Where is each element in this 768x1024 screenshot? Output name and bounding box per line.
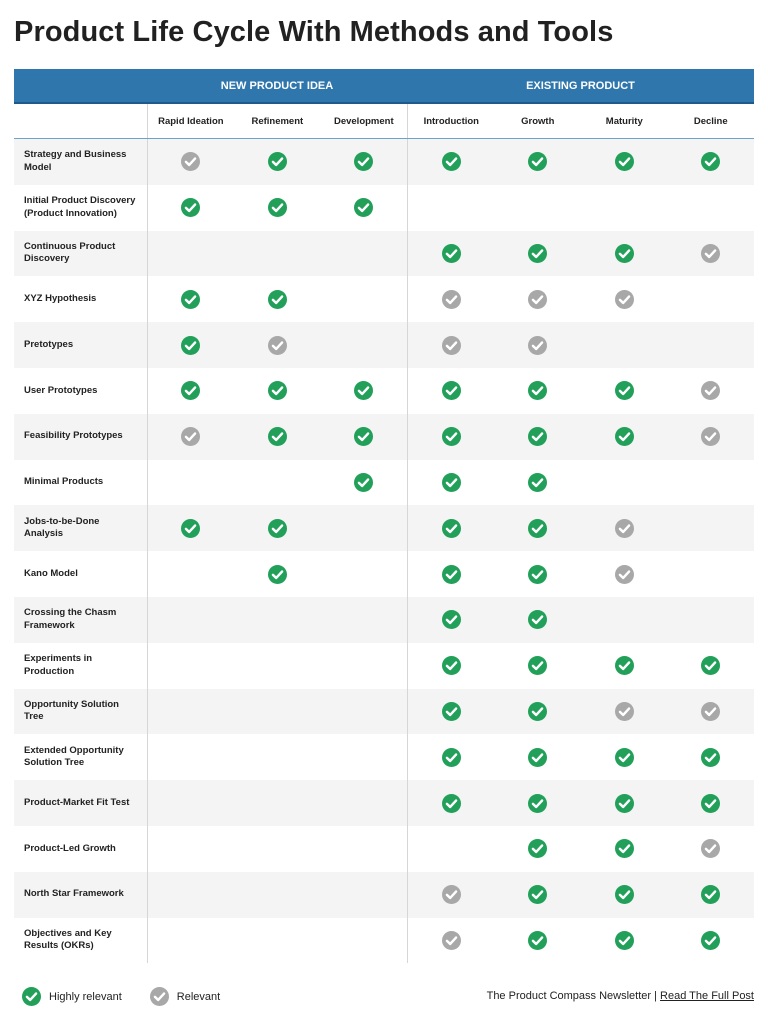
table-cell [581,597,667,643]
table-cell [321,597,407,643]
table-cell [668,231,754,277]
table-cell [495,139,581,185]
table-cell [407,643,494,689]
table-cell [407,368,494,414]
table-cell [407,780,494,826]
table-cell [407,460,494,506]
table-cell [234,276,320,322]
highly-relevant-check-icon [442,381,461,400]
table-cell [407,322,494,368]
table-cell [234,597,320,643]
table-row [14,551,754,597]
row-label: Objectives and Key Results (OKRs) [24,927,112,952]
check-circle-icon [150,987,169,1006]
highly-relevant-check-icon [615,885,634,904]
table-cell [581,780,667,826]
group-existing-product: EXISTING PRODUCT [526,79,635,92]
relevant-check-icon [615,565,634,584]
highly-relevant-check-icon [528,427,547,446]
legend [22,987,248,1006]
row-label: Feasibility Prototypes [24,430,123,442]
table-cell [147,368,234,414]
table-cell [147,460,234,506]
row-label: Continuous Product Discovery [24,240,116,265]
table-cell [495,460,581,506]
table-cell [321,185,407,231]
table-cell [321,414,407,460]
relevant-check-icon [181,427,200,446]
table-cell [581,872,667,918]
row-label: Product-Market Fit Test [24,796,130,808]
highly-relevant-check-icon [528,839,547,858]
highly-relevant-check-icon [354,381,373,400]
table-body [14,139,754,963]
table-cell [321,460,407,506]
relevant-check-icon [528,290,547,309]
stage-maturity: Maturity [605,115,643,127]
row-label: North Star Framework [24,888,124,900]
lifecycle-table [14,69,754,963]
relevant-check-icon [442,885,461,904]
table-cell [668,734,754,780]
table-cell [581,185,667,231]
check-circle-icon [22,987,41,1006]
table-cell [668,780,754,826]
table-row [14,276,754,322]
table-row [14,368,754,414]
table-row [14,322,754,368]
table-row [14,826,754,872]
relevant-check-icon [528,336,547,355]
row-label: Pretotypes [24,338,74,350]
table-cell [147,734,234,780]
table-cell [234,505,320,551]
highly-relevant-check-icon [181,198,200,217]
stage-development: Development [333,115,394,127]
highly-relevant-check-icon [442,565,461,584]
highly-relevant-check-icon [442,427,461,446]
highly-relevant-check-icon [268,427,287,446]
table-cell [668,826,754,872]
table-cell [234,551,320,597]
highly-relevant-check-icon [615,152,634,171]
highly-relevant-check-icon [181,381,200,400]
relevant-check-icon [701,839,720,858]
table-cell [495,780,581,826]
highly-relevant-check-icon [528,702,547,721]
table-cell [321,551,407,597]
table-cell [495,368,581,414]
highly-relevant-check-icon [615,656,634,675]
highly-relevant-check-icon [354,152,373,171]
table-cell [495,826,581,872]
table-row [14,643,754,689]
table-cell [581,368,667,414]
highly-relevant-check-icon [528,381,547,400]
relevant-check-icon [181,152,200,171]
table-cell [321,734,407,780]
table-cell [234,780,320,826]
table-cell [581,322,667,368]
table-cell [407,918,494,964]
highly-relevant-check-icon [528,656,547,675]
table-cell [495,734,581,780]
highly-relevant-check-icon [528,885,547,904]
table-cell [407,276,494,322]
table-cell [495,185,581,231]
table-cell [321,872,407,918]
highly-relevant-check-icon [442,794,461,813]
table-row [14,231,754,277]
highly-relevant-check-icon [528,748,547,767]
table-cell [407,597,494,643]
highly-relevant-check-icon [701,152,720,171]
table-cell [581,414,667,460]
relevant-check-icon [442,336,461,355]
table-row [14,918,754,964]
highly-relevant-check-icon [354,473,373,492]
table-cell [668,460,754,506]
footer-source: The Product Compass Newsletter | [486,990,657,1002]
highly-relevant-check-icon [442,610,461,629]
table-cell [147,139,234,185]
table-cell [668,139,754,185]
highly-relevant-check-icon [181,290,200,309]
row-label: Kano Model [24,567,78,579]
table-cell [668,597,754,643]
table-cell [234,643,320,689]
table-cell [147,414,234,460]
table-cell [495,505,581,551]
highly-relevant-check-icon [701,931,720,950]
page-title: Product Life Cycle With Methods and Tools [14,16,614,48]
table-cell [668,643,754,689]
row-label: User Prototypes [24,384,98,396]
table-cell [321,276,407,322]
table-cell [581,643,667,689]
table-cell [234,734,320,780]
highly-relevant-check-icon [615,427,634,446]
table-cell [321,139,407,185]
table-cell [321,368,407,414]
relevant-check-icon [268,336,287,355]
table-cell [495,276,581,322]
table-row [14,505,754,551]
table-cell [147,231,234,277]
table-cell [234,689,320,735]
legend-relevant-label: Relevant [176,990,221,1003]
table-row [14,597,754,643]
relevant-check-icon [701,702,720,721]
table-cell [234,918,320,964]
table-row [14,689,754,735]
table-cell [668,414,754,460]
table-cell [407,414,494,460]
highly-relevant-check-icon [701,794,720,813]
table-cell [668,276,754,322]
legend-highly-relevant-label: Highly relevant [49,990,122,1003]
highly-relevant-check-icon [442,152,461,171]
table-cell [668,918,754,964]
table-cell [668,551,754,597]
highly-relevant-check-icon [268,152,287,171]
highly-relevant-check-icon [701,656,720,675]
table-cell [234,185,320,231]
highly-relevant-check-icon [442,656,461,675]
table-row [14,872,754,918]
table-cell [581,734,667,780]
table-cell [495,322,581,368]
table-cell [147,918,234,964]
highly-relevant-check-icon [268,565,287,584]
highly-relevant-check-icon [268,381,287,400]
row-label: Crossing the Chasm Framework [24,607,117,631]
table-cell [668,689,754,735]
highly-relevant-check-icon [528,244,547,263]
table-cell [581,918,667,964]
row-label: Minimal Products [24,476,104,488]
highly-relevant-check-icon [528,565,547,584]
table-cell [668,322,754,368]
table-cell [581,460,667,506]
table-cell [407,505,494,551]
table-cell [495,231,581,277]
stage-decline: Decline [693,115,728,127]
table-cell [581,505,667,551]
relevant-check-icon [701,244,720,263]
stage-refinement: Refinement [251,115,304,127]
table-cell [581,551,667,597]
relevant-check-icon [701,381,720,400]
table-cell [407,734,494,780]
table-cell [321,689,407,735]
table-cell [234,872,320,918]
highly-relevant-check-icon [442,244,461,263]
table-cell [581,689,667,735]
highly-relevant-check-icon [701,885,720,904]
row-label: Product-Led Growth [24,842,116,854]
highly-relevant-check-icon [528,931,547,950]
stage-growth: Growth [521,115,555,127]
table-cell [321,780,407,826]
table-cell [234,460,320,506]
footer [487,990,754,1002]
table-row [14,460,754,506]
table-cell [147,185,234,231]
highly-relevant-check-icon [442,748,461,767]
table-cell [234,322,320,368]
table-cell [147,826,234,872]
highly-relevant-check-icon [615,931,634,950]
relevant-check-icon [615,519,634,538]
table-cell [581,826,667,872]
table-cell [147,643,234,689]
table-cell [407,826,494,872]
table-cell [407,551,494,597]
highly-relevant-check-icon [442,702,461,721]
table-cell [495,597,581,643]
table-cell [147,551,234,597]
table-row [14,139,754,185]
table-row [14,185,754,231]
table-cell [668,185,754,231]
highly-relevant-check-icon [528,794,547,813]
table-cell [495,551,581,597]
stage-header-row [14,104,754,139]
row-label: Experiments in Production [24,653,93,677]
table-cell [495,872,581,918]
table-cell [321,231,407,277]
table-cell [581,231,667,277]
highly-relevant-check-icon [528,519,547,538]
relevant-check-icon [615,702,634,721]
highly-relevant-check-icon [268,290,287,309]
group-header-bar [14,69,754,104]
highly-relevant-check-icon [442,473,461,492]
relevant-check-icon [442,931,461,950]
table-cell [668,505,754,551]
highly-relevant-check-icon [528,610,547,629]
read-full-post-link[interactable]: Read The Full Post [660,990,754,1002]
table-row [14,414,754,460]
highly-relevant-check-icon [528,152,547,171]
highly-relevant-check-icon [268,519,287,538]
legend-highly-relevant [22,987,122,1006]
table-cell [495,689,581,735]
row-label: Initial Product Discovery (Product Innovation) [24,195,136,219]
table-cell [668,368,754,414]
highly-relevant-check-icon [701,748,720,767]
table-cell [407,689,494,735]
highly-relevant-check-icon [528,473,547,492]
legend-relevant [150,987,220,1006]
table-cell [321,918,407,964]
table-cell [495,643,581,689]
table-cell [321,505,407,551]
row-label: Extended Opportunity Solution Tree [24,744,124,769]
relevant-check-icon [442,290,461,309]
table-cell [234,368,320,414]
stage-introduction: Introduction [407,104,494,138]
highly-relevant-check-icon [615,244,634,263]
table-cell [234,139,320,185]
table-cell [581,276,667,322]
table-cell [234,231,320,277]
highly-relevant-check-icon [615,839,634,858]
table-cell [147,505,234,551]
row-label: Strategy and Business Model [24,149,127,173]
table-cell [147,872,234,918]
table-cell [147,780,234,826]
row-label: Jobs-to-be-Done Analysis [24,515,100,540]
highly-relevant-check-icon [268,198,287,217]
table-cell [147,322,234,368]
row-label: Opportunity Solution Tree [24,698,119,723]
highly-relevant-check-icon [354,427,373,446]
table-cell [147,597,234,643]
table-cell [495,414,581,460]
table-row [14,780,754,826]
highly-relevant-check-icon [615,794,634,813]
table-cell [495,918,581,964]
table-cell [581,139,667,185]
stage-rapid-ideation: Rapid Ideation [147,104,234,138]
table-cell [147,276,234,322]
table-cell [407,231,494,277]
table-cell [147,689,234,735]
table-cell [407,872,494,918]
highly-relevant-check-icon [181,519,200,538]
highly-relevant-check-icon [442,519,461,538]
highly-relevant-check-icon [354,198,373,217]
table-cell [321,643,407,689]
table-cell [321,826,407,872]
table-cell [407,139,494,185]
table-cell [234,414,320,460]
table-row [14,734,754,780]
highly-relevant-check-icon [615,748,634,767]
highly-relevant-check-icon [615,381,634,400]
row-label: XYZ Hypothesis [24,293,97,305]
table-cell [234,826,320,872]
relevant-check-icon [701,427,720,446]
highly-relevant-check-icon [181,336,200,355]
relevant-check-icon [615,290,634,309]
table-cell [668,872,754,918]
table-cell [321,322,407,368]
group-new-product-idea: NEW PRODUCT IDEA [220,79,334,92]
table-cell [407,185,494,231]
